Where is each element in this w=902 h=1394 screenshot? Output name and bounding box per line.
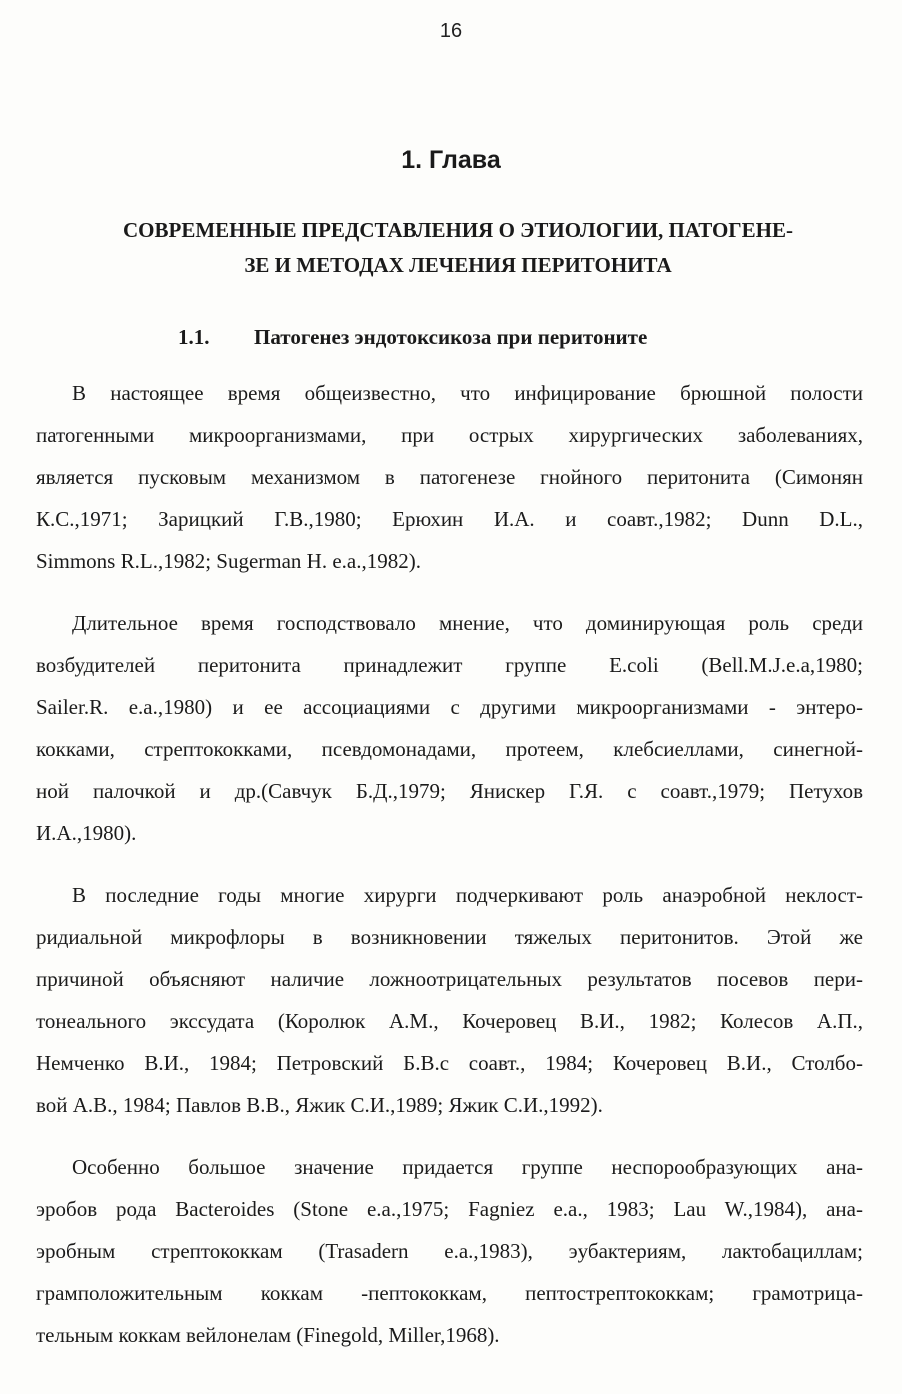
section-number: 1.1. <box>178 325 210 349</box>
section-heading <box>178 325 647 350</box>
text-line: В настоящее время общеизвестно, что инфицирование брюшной полости <box>72 381 863 405</box>
paragraph <box>36 1146 863 1356</box>
chapter-heading-line: ЗЕ И МЕТОДАХ ЛЕЧЕНИЯ ПЕРИТОНИТА <box>244 253 672 277</box>
paragraph <box>36 602 863 854</box>
text-line: Sailer.R. e.a.,1980) и ее ассоциациями с другими микроорганизмами - энтеро- <box>36 695 863 719</box>
text-line: причиной объясняют наличие ложноотрицательных результатов посевов пери- <box>36 967 863 991</box>
text-line: Особенно большое значение придается группе неспорообразующих ана- <box>72 1155 863 1179</box>
text-line: Simmons R.L.,1982; Sugerman H. e.a.,1982). <box>36 549 421 573</box>
text-line: патогенными микроорганизмами, при острых хирургических заболеваниях, <box>36 423 863 447</box>
paragraph <box>36 874 863 1126</box>
text-line: ридиальной микрофлоры в возникновении тяжелых перитонитов. Этой же <box>36 925 863 949</box>
text-line: эробным стрептококкам (Trasadern e.a.,1983), эубактериям, лактобациллам; <box>36 1239 863 1263</box>
text-line: И.А.,1980). <box>36 821 137 845</box>
chapter-heading <box>58 213 858 283</box>
body-text <box>36 372 863 1376</box>
page-number: 16 <box>439 20 463 42</box>
section-title: Патогенез эндотоксикоза при перитоните <box>254 325 648 349</box>
text-line: возбудителей перитонита принадлежит группе E.coli (Bell.M.J.e.a,1980; <box>36 653 863 677</box>
text-line: кокками, стрептококками, псевдомонадами, протеем, клебсиеллами, синегной- <box>36 737 863 761</box>
text-line: ной палочкой и др.(Савчук Б.Д.,1979; Янискер Г.Я. с соавт.,1979; Петухов <box>36 779 863 803</box>
chapter-heading-line: СОВРЕМЕННЫЕ ПРЕДСТАВЛЕНИЯ О ЭТИОЛОГИИ, ПАТОГЕНЕ- <box>123 218 793 242</box>
text-line: грамположительным коккам -пептококкам, пептострептококкам; грамотрица- <box>36 1281 863 1305</box>
paragraph <box>36 372 863 582</box>
text-line: является пусковым механизмом в патогенезе гнойного перитонита (Симонян <box>36 465 863 489</box>
text-line: тельным коккам вейлонелам (Finegold, Miller,1968). <box>36 1323 500 1347</box>
text-line: Длительное время господствовало мнение, что доминирующая роль среди <box>72 611 863 635</box>
chapter-title: 1. Глава <box>401 146 501 174</box>
text-line: эробов рода Bacteroides (Stone e.a.,1975; Fagniez e.a., 1983; Lau W.,1984), ана- <box>36 1197 863 1221</box>
text-line: Немченко В.И., 1984; Петровский Б.В.с соавт., 1984; Кочеровец В.И., Столбо- <box>36 1051 863 1075</box>
text-line: В последние годы многие хирурги подчеркивают роль анаэробной неклост- <box>72 883 863 907</box>
text-line: тонеального экссудата (Королюк А.М., Кочеровец В.И., 1982; Колесов А.П., <box>36 1009 863 1033</box>
text-line: вой А.В., 1984; Павлов В.В., Яжик С.И.,1989; Яжик С.И.,1992). <box>36 1093 603 1117</box>
text-line: К.С.,1971; Зарицкий Г.В.,1980; Ерюхин И.А. и соавт.,1982; Dunn D.L., <box>36 507 863 531</box>
